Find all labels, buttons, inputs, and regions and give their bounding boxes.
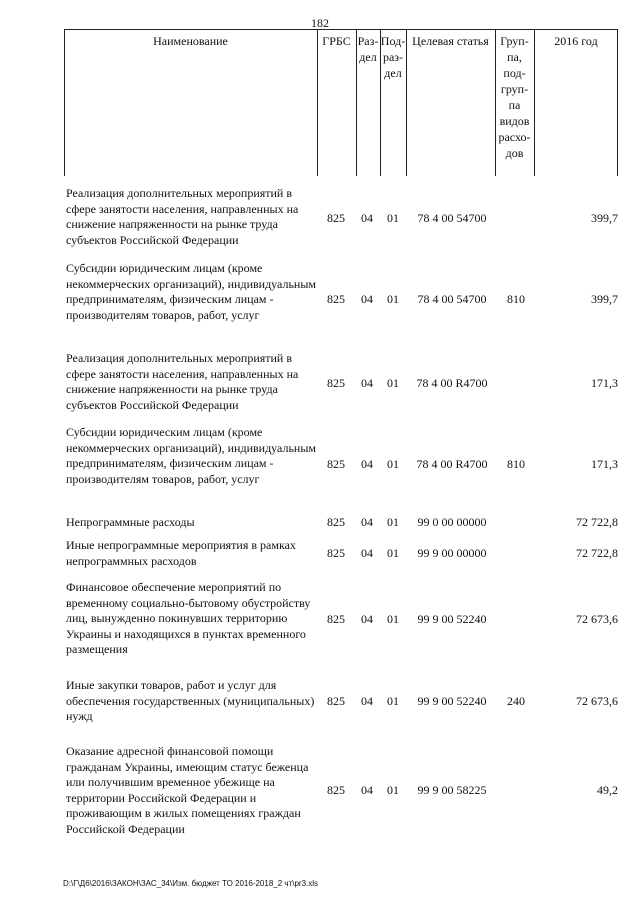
row-grbs: 825 [327, 292, 345, 306]
header-divider [406, 29, 407, 176]
row-name: Непрограммные расходы [66, 515, 195, 529]
header-group: Груп- па, под- груп- па видов расхо- дов [498, 34, 531, 160]
row-razdel: 04 [361, 515, 373, 529]
row-target: 99 9 00 52240 [417, 612, 487, 626]
row-grbs: 825 [327, 457, 345, 471]
row-grbs: 825 [327, 515, 345, 529]
row-grbs: 825 [327, 211, 345, 225]
row-podrazdel: 01 [387, 211, 399, 225]
row-grbs: 825 [327, 612, 345, 626]
row-razdel: 04 [361, 546, 373, 560]
row-name: Субсидии юридическим лицам (кроме некоммерческих организаций), индивидуальным предпринимателям, физическим лицам - производителям товаров, работ, услуг [66, 261, 316, 322]
row-name: Субсидии юридическим лицам (кроме некоммерческих организаций), индивидуальным предпринимателям, физическим лицам - производителям товаров, работ, услуг [66, 425, 316, 486]
row-podrazdel: 01 [387, 612, 399, 626]
row-sum: 399,7 [591, 211, 618, 225]
row-target: 99 0 00 00000 [417, 515, 487, 529]
row-target: 78 4 00 54700 [417, 292, 487, 306]
header-year: 2016 год [554, 34, 598, 48]
row-name: Иные закупки товаров, работ и услуг для обеспечения государственных (муниципальных) нужд [66, 678, 315, 723]
row-group: 810 [507, 457, 525, 471]
row-name: Реализация дополнительных мероприятий в сфере занятости населения, направленных на снижение напряженности на рынке труда субъектов Российской Федерации [66, 186, 299, 247]
row-podrazdel: 01 [387, 376, 399, 390]
header-target: Целевая статья [412, 34, 489, 48]
row-sum: 171,3 [591, 457, 618, 471]
row-name: Иные непрограммные мероприятия в рамках непрограммных расходов [66, 538, 296, 568]
row-sum: 72 673,6 [576, 612, 618, 626]
row-grbs: 825 [327, 783, 345, 797]
row-sum: 171,3 [591, 376, 618, 390]
page-number: 182 [311, 16, 329, 30]
row-razdel: 04 [361, 457, 373, 471]
row-sum: 72 722,8 [576, 515, 618, 529]
file-path-footer: D:\Г\Д6\2016\ЗАКОН\ЗАС_34\Изм. бюджет ТО 2016-2018_2 чт\pr3.xls [63, 879, 319, 888]
header-divider [534, 29, 535, 176]
row-sum: 49,2 [597, 783, 618, 797]
row-razdel: 04 [361, 694, 373, 708]
row-target: 78 4 00 54700 [417, 211, 487, 225]
row-target: 99 9 00 52240 [417, 694, 487, 708]
row-grbs: 825 [327, 376, 345, 390]
row-podrazdel: 01 [387, 292, 399, 306]
row-name: Финансовое обеспечение мероприятий по временному социально-бытовому обустройству лиц, вынужденно покинувших территорию Украины и находящихся в пунктах временного размещения [66, 580, 311, 656]
row-razdel: 04 [361, 211, 373, 225]
row-razdel: 04 [361, 783, 373, 797]
row-group: 240 [507, 694, 525, 708]
header-name: Наименование [153, 34, 228, 48]
row-razdel: 04 [361, 376, 373, 390]
row-podrazdel: 01 [387, 515, 399, 529]
row-target: 78 4 00 R4700 [416, 376, 488, 390]
row-group: 810 [507, 292, 525, 306]
row-sum: 72 722,8 [576, 546, 618, 560]
row-podrazdel: 01 [387, 694, 399, 708]
row-podrazdel: 01 [387, 457, 399, 471]
row-grbs: 825 [327, 546, 345, 560]
row-target: 99 9 00 58225 [417, 783, 487, 797]
row-razdel: 04 [361, 612, 373, 626]
row-grbs: 825 [327, 694, 345, 708]
row-target: 78 4 00 R4700 [416, 457, 488, 471]
row-sum: 399,7 [591, 292, 618, 306]
row-target: 99 9 00 00000 [417, 546, 487, 560]
header-razdel: Раз- дел [357, 34, 379, 64]
table-header [64, 29, 618, 176]
row-name: Реализация дополнительных мероприятий в сфере занятости населения, направленных на снижение напряженности на рынке труда субъектов Российской Федерации [66, 351, 299, 412]
row-name: Оказание адресной финансовой помощи гражданам Украины, имеющим статус беженца или получившим временное убежище на территории Российской Федерации и проживающим в жилых помещениях граждан Российской Федерации [66, 744, 309, 836]
header-divider [317, 29, 318, 176]
row-podrazdel: 01 [387, 546, 399, 560]
header-podrazdel: Под- раз- дел [380, 34, 406, 80]
row-sum: 72 673,6 [576, 694, 618, 708]
row-razdel: 04 [361, 292, 373, 306]
row-podrazdel: 01 [387, 783, 399, 797]
header-grbs: ГРБС [322, 34, 351, 48]
